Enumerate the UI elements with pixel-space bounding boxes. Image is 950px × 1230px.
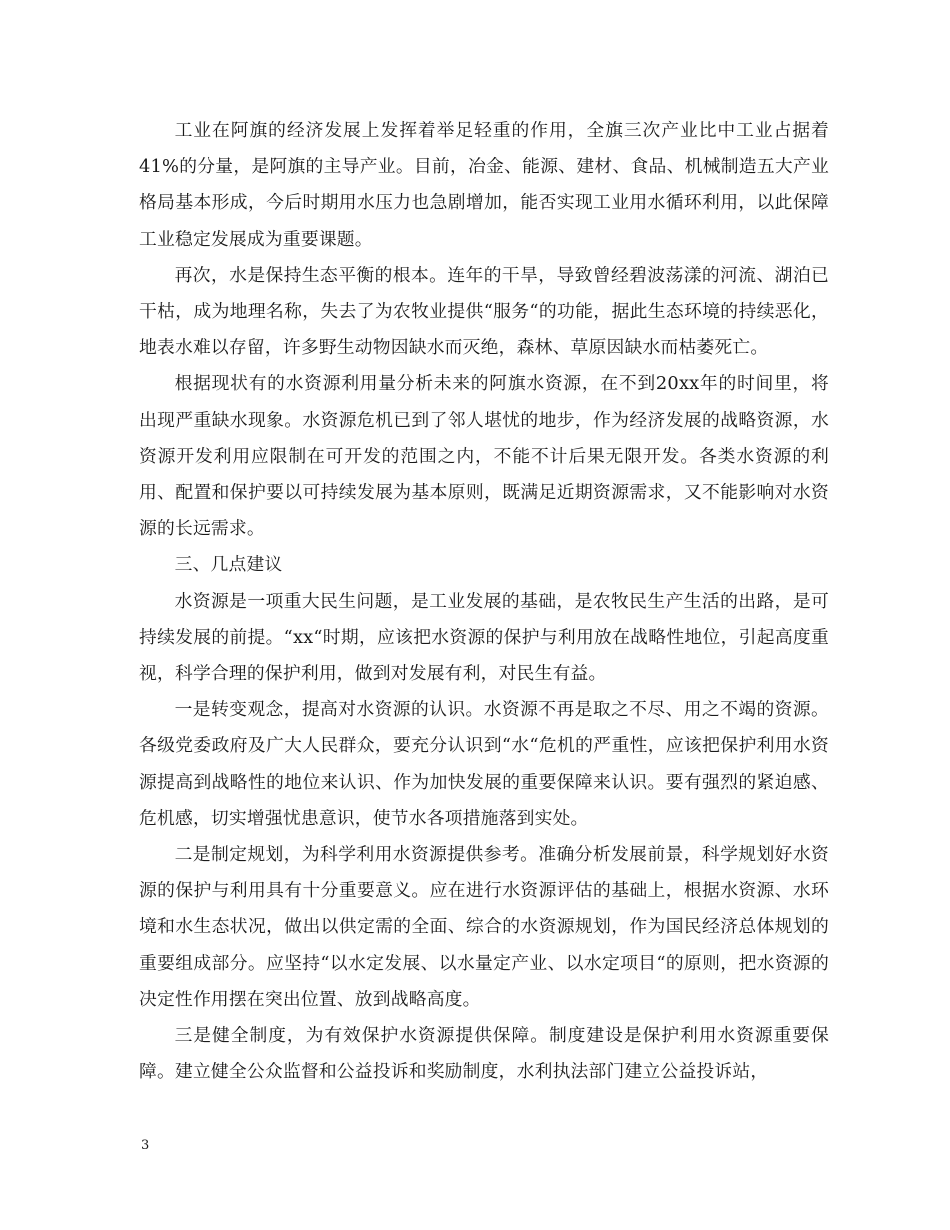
paragraph-industry-role: 工业在阿旗的经济发展上发挥着举足轻重的作用，全旗三次产业比中工业占据着41%的分量，是阿旗的主导产业。目前，冶金、能源、建材、食品、机械制造五大产业格局基本形成，今后时期用水压力也急剧增加，能否实现工业用水循环利用，以此保障工业稳定发展成为重要课题。: [139, 120, 829, 250]
page-number: 3: [141, 1138, 150, 1153]
paragraph-ecological-balance: 再次，水是保持生态平衡的根本。连年的干旱，导致曾经碧波荡漾的河流、湖泊已干枯，成为地理名称，失去了为农牧业提供“服务“的功能，据此生态环境的持续恶化，地表水难以存留，许多野生动物因缺水而灭绝，森林、草原因缺水而枯萎死亡。: [139, 264, 829, 359]
paragraph-livelihood-issue: 水资源是一项重大民生问题，是工业发展的基础，是农牧民生产生活的出路，是可持续发展的前提。“xx“时期，应该把水资源的保护与利用放在战略性地位，引起高度重视，科学合理的保护利用，做到对发展有利，对民生有益。: [139, 590, 829, 685]
document-body: [139, 113, 829, 1090]
section-heading-suggestions: 三、几点建议: [174, 554, 283, 576]
paragraph-suggestion-one: 一是转变观念，提高对水资源的认识。水资源不再是取之不尽、用之不竭的资源。各级党委政府及广大人民群众，要充分认识到“水“危机的严重性，应该把保护利用水资源提高到战略性的地位来认识、作为加快发展的重要保障来认识。要有强烈的紧迫感、危机感，切实增强忧患意识，使节水各项措施落到实处。: [139, 699, 829, 829]
paragraph-water-shortage-forecast: 根据现状有的水资源利用量分析未来的阿旗水资源，在不到20xx年的时间里，将出现严重缺水现象。水资源危机已到了邻人堪忧的地步，作为经济发展的战略资源，水资源开发利用应限制在可开发的范围之内，不能不计后果无限开发。各类水资源的利用、配置和保护要以可持续发展为基本原则，既满足近期资源需求，又不能影响对水资源的长远需求。: [139, 373, 829, 540]
paragraph-suggestion-two: 二是制定规划，为科学利用水资源提供参考。准确分析发展前景，科学规划好水资源的保护与利用具有十分重要意义。应在进行水资源评估的基础上，根据水资源、水环境和水生态状况，做出以供定需的全面、综合的水资源规划，作为国民经济总体规划的重要组成部分。应坚持“以水定发展、以水量定产业、以水定项目“的原则，把水资源的决定性作用摆在突出位置、放到战略高度。: [139, 844, 829, 1010]
paragraph-suggestion-three: 三是健全制度，为有效保护水资源提供保障。制度建设是保护利用水资源重要保障。建立健全公众监督和公益投诉和奖励制度，水利执法部门建立公益投诉站，: [139, 1025, 829, 1083]
